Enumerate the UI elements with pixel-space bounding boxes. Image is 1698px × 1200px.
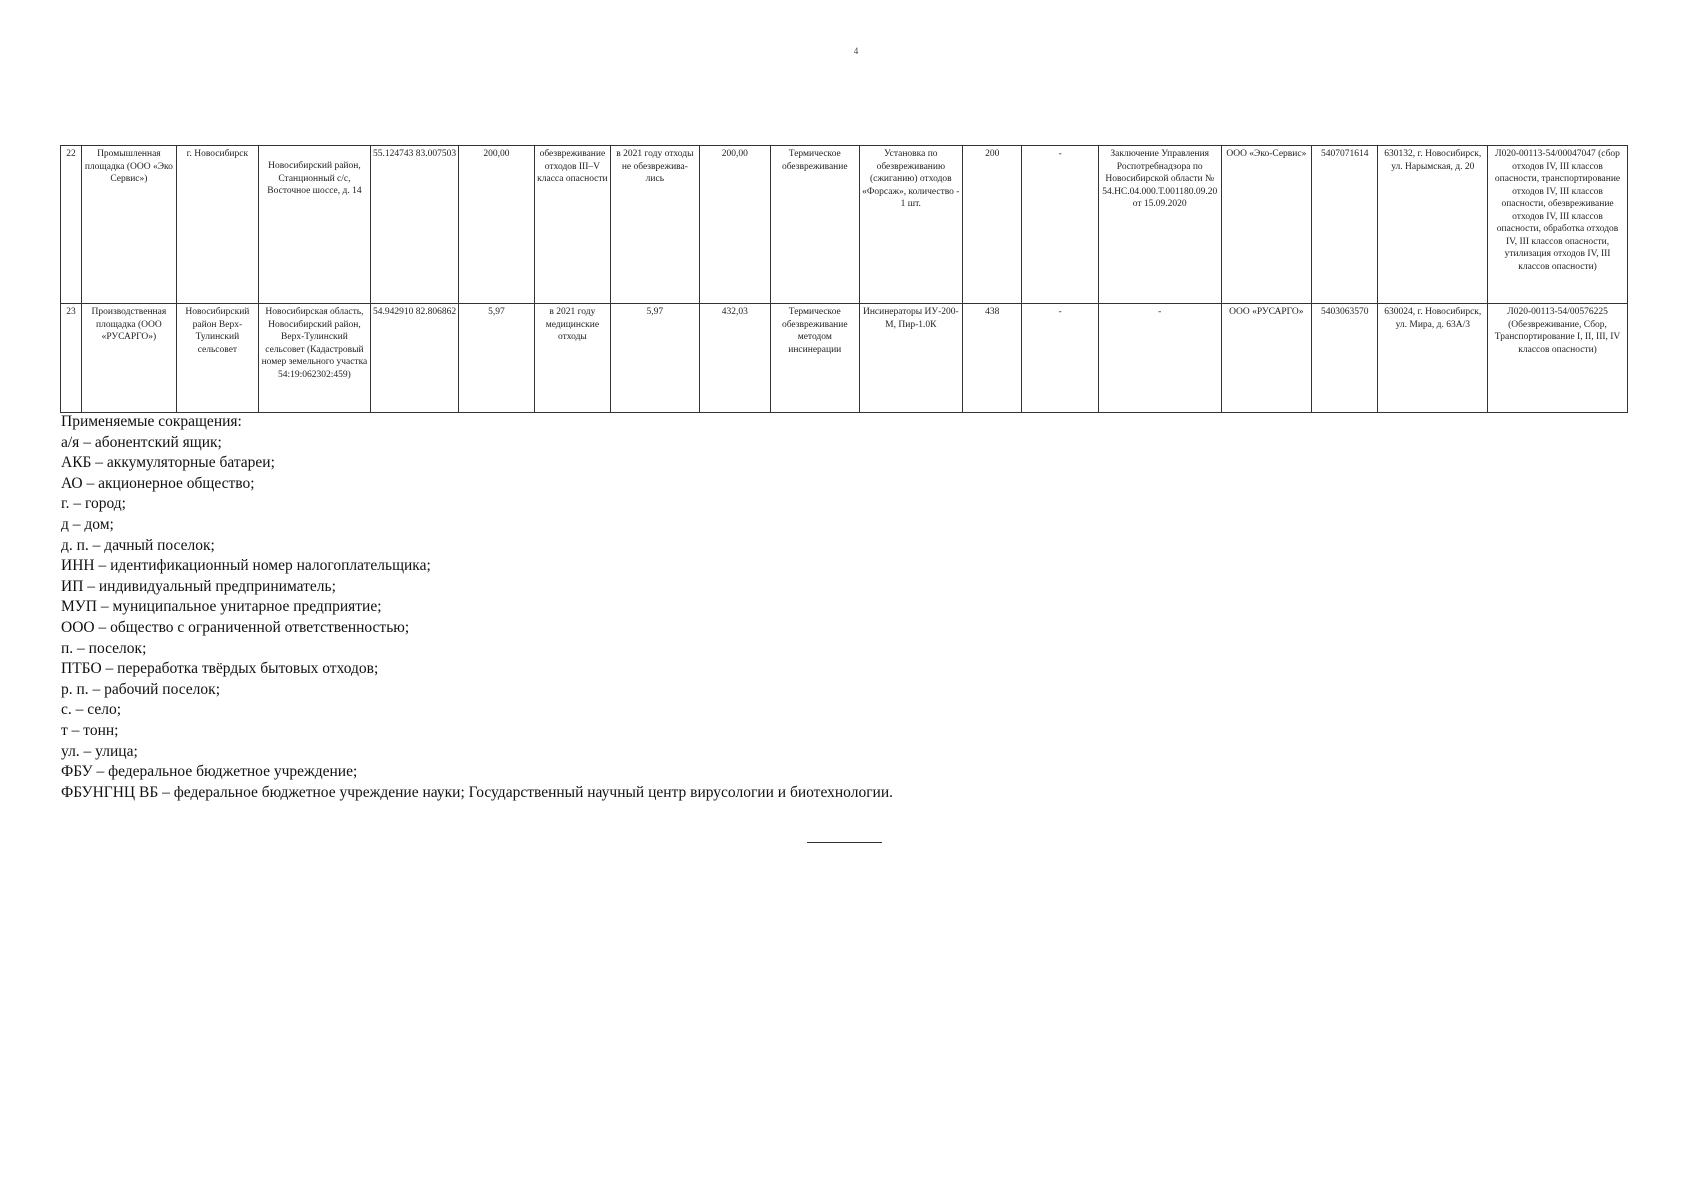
cell-operator-address: 630024, г. Новосибирск, ул. Мира, д. 63А/3 bbox=[1378, 304, 1488, 413]
abbreviation-item: г. – город; bbox=[61, 495, 126, 513]
cell-operator-address: 630132, г. Новосибирск, ул. Нарымская, д. 20 bbox=[1378, 146, 1488, 304]
cell-address: Новосибирская область, Новосибирский район, Верх-Тулинский сельсовет (Кадастровый номер земельного участка 54:19:062302:459) bbox=[259, 304, 371, 413]
cell-facility-name: Промышленная площадка (ООО «Эко Сервис») bbox=[82, 146, 177, 304]
cell-operator: ООО «Эко-Сервис» bbox=[1221, 146, 1312, 304]
cell-equipment-capacity: 438 bbox=[963, 304, 1022, 413]
cell-locality: Новосибирский район Верх-Тулинский сельсовет bbox=[176, 304, 258, 413]
abbreviation-item: п. – поселок; bbox=[61, 639, 147, 657]
cell-coordinates: 54.942910 82.806862 bbox=[370, 304, 459, 413]
abbreviation-item: АКБ – аккумуляторные батареи; bbox=[61, 454, 275, 472]
cell-num: 22 bbox=[61, 146, 82, 304]
cell-purpose: обезвреживание отходов III–V класса опасности bbox=[534, 146, 610, 304]
abbreviation-item: ООО – общество с ограниченной ответственностью; bbox=[61, 618, 410, 636]
cell-address: Новосибирский район, Станционный с/с, Восточное шоссе, д. 14 bbox=[259, 146, 371, 304]
abbreviation-item: ПТБО – переработка твёрдых бытовых отходов; bbox=[61, 660, 379, 678]
waste-facilities-table bbox=[60, 145, 1628, 413]
cell-capacity: 5,97 bbox=[459, 304, 534, 413]
cell-equipment: Установка по обезвреживанию (сжиганию) отходов «Форсаж», количество - 1 шт. bbox=[859, 146, 963, 304]
abbreviation-item: д – дом; bbox=[61, 515, 114, 533]
cell-locality: г. Новосибирск bbox=[176, 146, 258, 304]
cell-coordinates: 55.124743 83.007503 bbox=[370, 146, 459, 304]
abbreviation-item: р. п. – рабочий поселок; bbox=[61, 680, 220, 698]
table-row bbox=[61, 304, 1628, 413]
cell-dash: - bbox=[1022, 146, 1098, 304]
cell-conclusion: - bbox=[1098, 304, 1221, 413]
cell-operator: ООО «РУСАРГО» bbox=[1221, 304, 1312, 413]
cell-facility-name: Производственная площадка (ООО «РУСАРГО») bbox=[82, 304, 177, 413]
abbreviations-title: Применяемые сокращения: bbox=[61, 413, 242, 430]
abbreviation-item: а/я – абонентский ящик; bbox=[61, 433, 222, 451]
abbreviations-section bbox=[61, 412, 1161, 803]
abbreviation-item: д. п. – дачный поселок; bbox=[61, 536, 215, 554]
cell-waste-2021: в 2021 году отходы не обезврежива-лись bbox=[611, 146, 700, 304]
abbreviation-item: ФБУ – федеральное бюджетное учреждение; bbox=[61, 763, 358, 781]
cell-purpose: в 2021 году медицинские отходы bbox=[534, 304, 610, 413]
cell-license: Л020-00113-54/00047047 (сбор отходов IV, III классов опасности, транспортирование отходов IV, III классов опасности, обезвреживание отходов IV, III классов опасности, обработка отходов IV, III классов опасности, утилизация отходов IV, III классов опасности) bbox=[1488, 146, 1628, 304]
abbreviation-item: с. – село; bbox=[61, 701, 121, 719]
cell-design-capacity: 432,03 bbox=[699, 304, 770, 413]
cell-design-capacity: 200,00 bbox=[699, 146, 770, 304]
cell-equipment: Инсинераторы ИУ-200-М, Пир-1.0К bbox=[859, 304, 963, 413]
abbreviation-item: ул. – улица; bbox=[61, 742, 138, 760]
cell-equipment-capacity: 200 bbox=[963, 146, 1022, 304]
abbreviation-item: ИНН – идентификационный номер налогоплательщика; bbox=[61, 557, 431, 575]
page-number: 4 bbox=[853, 46, 859, 56]
cell-license: Л020-00113-54/00576225 (Обезвреживание, Сбор, Транспортирование I, II, III, IV классов опасности) bbox=[1488, 304, 1628, 413]
abbreviation-item: т – тонн; bbox=[61, 721, 119, 739]
cell-dash: - bbox=[1022, 304, 1098, 413]
cell-inn: 5407071614 bbox=[1312, 146, 1378, 304]
cell-method: Термическое обезвреживание методом инсинерации bbox=[771, 304, 860, 413]
abbreviation-item: ФБУНГНЦ ВБ – федеральное бюджетное учреждение науки; Государственный научный центр вирусологии и биотехнологии. bbox=[61, 783, 894, 801]
cell-inn: 5403063570 bbox=[1312, 304, 1378, 413]
end-divider bbox=[807, 842, 882, 843]
abbreviation-item: АО – акционерное общество; bbox=[61, 474, 255, 492]
table-row bbox=[61, 146, 1628, 304]
abbreviation-item: МУП – муниципальное унитарное предприятие; bbox=[61, 598, 382, 616]
cell-capacity: 200,00 bbox=[459, 146, 534, 304]
cell-num: 23 bbox=[61, 304, 82, 413]
abbreviation-item: ИП – индивидуальный предприниматель; bbox=[61, 577, 336, 595]
cell-waste-2021: 5,97 bbox=[611, 304, 700, 413]
cell-conclusion: Заключение Управления Роспотребнадзора по Новосибирской области № 54.НС.04.000.Т.001180.09.20 от 15.09.2020 bbox=[1098, 146, 1221, 304]
cell-method: Термическое обезвреживание bbox=[771, 146, 860, 304]
